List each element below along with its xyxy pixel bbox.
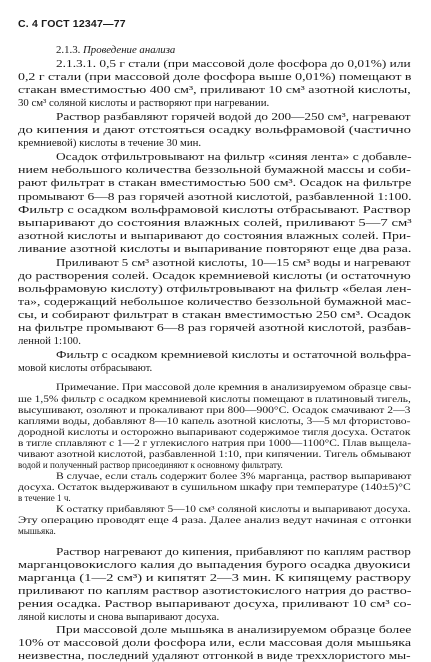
note-line: Эту операцию проводят еще 4 раза. Далее анализ ведут начиная с отгонки [18,515,412,525]
paragraph-line: выпаривают до состояния влажных солей, приливают 5—7 см³ [18,217,412,229]
paragraph-line: При массовой доле мышьяка в анализируемом образце более [56,624,412,636]
paragraph-line: 2.1.3.1. 0,5 г стали (при массовой доле фосфора до 0,01%) или [56,58,411,70]
note-line: чивают азотной кислотой, разбавленной 1:10, при кипячении. Тигель обмывают [18,449,412,459]
section-number: 2.1.3. [56,44,81,56]
paragraph-line: 30 см³ соляной кислоты и растворяют при нагревании. [18,97,270,109]
paragraph-line: азотной кислоты и выпаривают до состояния влажных солей. При- [18,230,411,242]
paragraph-line: неизвестна, последний удаляют отгонкой в виде треххлористого мы- [18,650,411,662]
paragraph-line: до растворения солей. Осадок кремниевой кислоты (и остаточную [18,270,411,282]
note-line: мышьяка. [18,526,56,536]
paragraph-line: до кипения и дают отстояться осадку вольфрамовой (частично [18,124,411,136]
paragraph-line: Фильтр с осадком кремниевой кислоты и остаточной вольфра- [56,349,412,361]
paragraph-line: стакан вместимостью 400 см³, приливают 10 см³ азотной кислоты, [18,84,411,96]
note-line: досуха. Остаток выдерживают в сушильном шкафу при температуре (140±5)°С [18,482,411,492]
paragraph-line: Приливают 5 см³ азотной кислоты, 10—15 см³ воды и нагревают [56,257,411,269]
note-line: К остатку прибавляют 5—10 см³ соляной кислоты и выпаривают досуха. [56,504,411,514]
paragraph-line: ляной кислоты и снова выпаривают досуха. [18,611,220,623]
note-line: дородной кислоты и осторожно выпаривают содержимое тигля досуха. Остаток [18,427,411,437]
paragraph-line: вольфрамовую кислоту) отфильтровывают на фильтр «белая лен- [18,283,412,295]
paragraph-line: нием небольшого количества беззольной бумажной массы и соби- [18,164,411,176]
paragraph-line: Раствор разбавляют горячей водой до 200—250 см³, нагревают [56,111,411,123]
paragraph-line: промывают 6—8 раз горячей азотной кислотой, разбавленной 1:100. [18,191,412,203]
paragraph-line: сы, и собирают фильтрат в стакан вместимостью 250 см³. Осадок [18,309,411,321]
note-line: В случае, если сталь содержит более 3% марганца, раствор выпаривают [56,471,412,481]
paragraph-line: Осадок отфильтровывают на фильтр «синяя лента» с добавле- [56,151,412,163]
paragraph-line: на фильтре промывают 6—8 раз горячей азотной кислотой, разбав- [18,322,411,334]
paragraph-line: марганца (1—2 см³) и кипятят 2—3 мин. К кипящему раствору [18,572,412,584]
paragraph-line: Фильтр с осадком вольфрамовой кислоты отбрасывают. Раствор [18,204,411,216]
paragraph-line: ливание азотной кислоты и выпаривание повторяют еще два раза. [18,243,412,255]
note-line: каплями воды, добавляют 8—10 капель азотной кислоты, 3—5 мл фтористово- [18,416,411,426]
paragraph-line: та», содержащий небольшое количество беззольной бумажной мас- [18,296,412,308]
paragraph-line: 0,2 г стали (при массовой доле фосфора выше 0,01%) помещают в [18,71,412,83]
paragraph-line: кремниевой) кислоты в течение 30 мин. [18,137,202,149]
note-line: в течение 1 ч. [18,493,71,503]
paragraph-line: ленной 1:100. [18,335,81,347]
paragraph-line: марганцовокислого калия до выпадения бурого осадка двуокиси [18,559,411,571]
note-line: в тигле сплавляют с 1—2 г углекислого натрия при 1000—1100°С. Плав выщела- [18,438,412,448]
paragraph-line: приливают по каплям раствор азотистокислого натрия до раство- [18,585,412,597]
page-header: С. 4 ГОСТ 12347—77 [18,18,126,30]
paragraph-line: Раствор нагревают до кипения, прибавляют по каплям раствор [56,546,411,558]
paragraph-line: мовой кислоты отбрасывают. [18,362,153,374]
paragraph-line: рения осадка. Раствор выпаривают досуха, приливают 10 см³ со- [18,598,412,610]
note-line: Примечание. При массовой доле кремния в анализируемом образце свы- [56,382,412,392]
paragraph-line: 10% от массовой доли фосфора или, если массовая доля мышьяка [18,637,412,649]
note-line: водой и полученный раствор присоединяют к основному фильтрату. [18,460,283,470]
section-heading [56,45,175,56]
note-line: высушивают, озоляют и прокаливают при 800—900°С. Осадок смачивают 2—3 [18,405,411,415]
paragraph-line: рают фильтрат в стакан вместимостью 500 см³. Осадок на фильтре [18,177,412,189]
note-line: ше 1,5% фильтр с осадком кремниевой кислоты помещают в платиновый тигель, [18,394,411,404]
section-title: Проведение анализа [83,44,176,56]
